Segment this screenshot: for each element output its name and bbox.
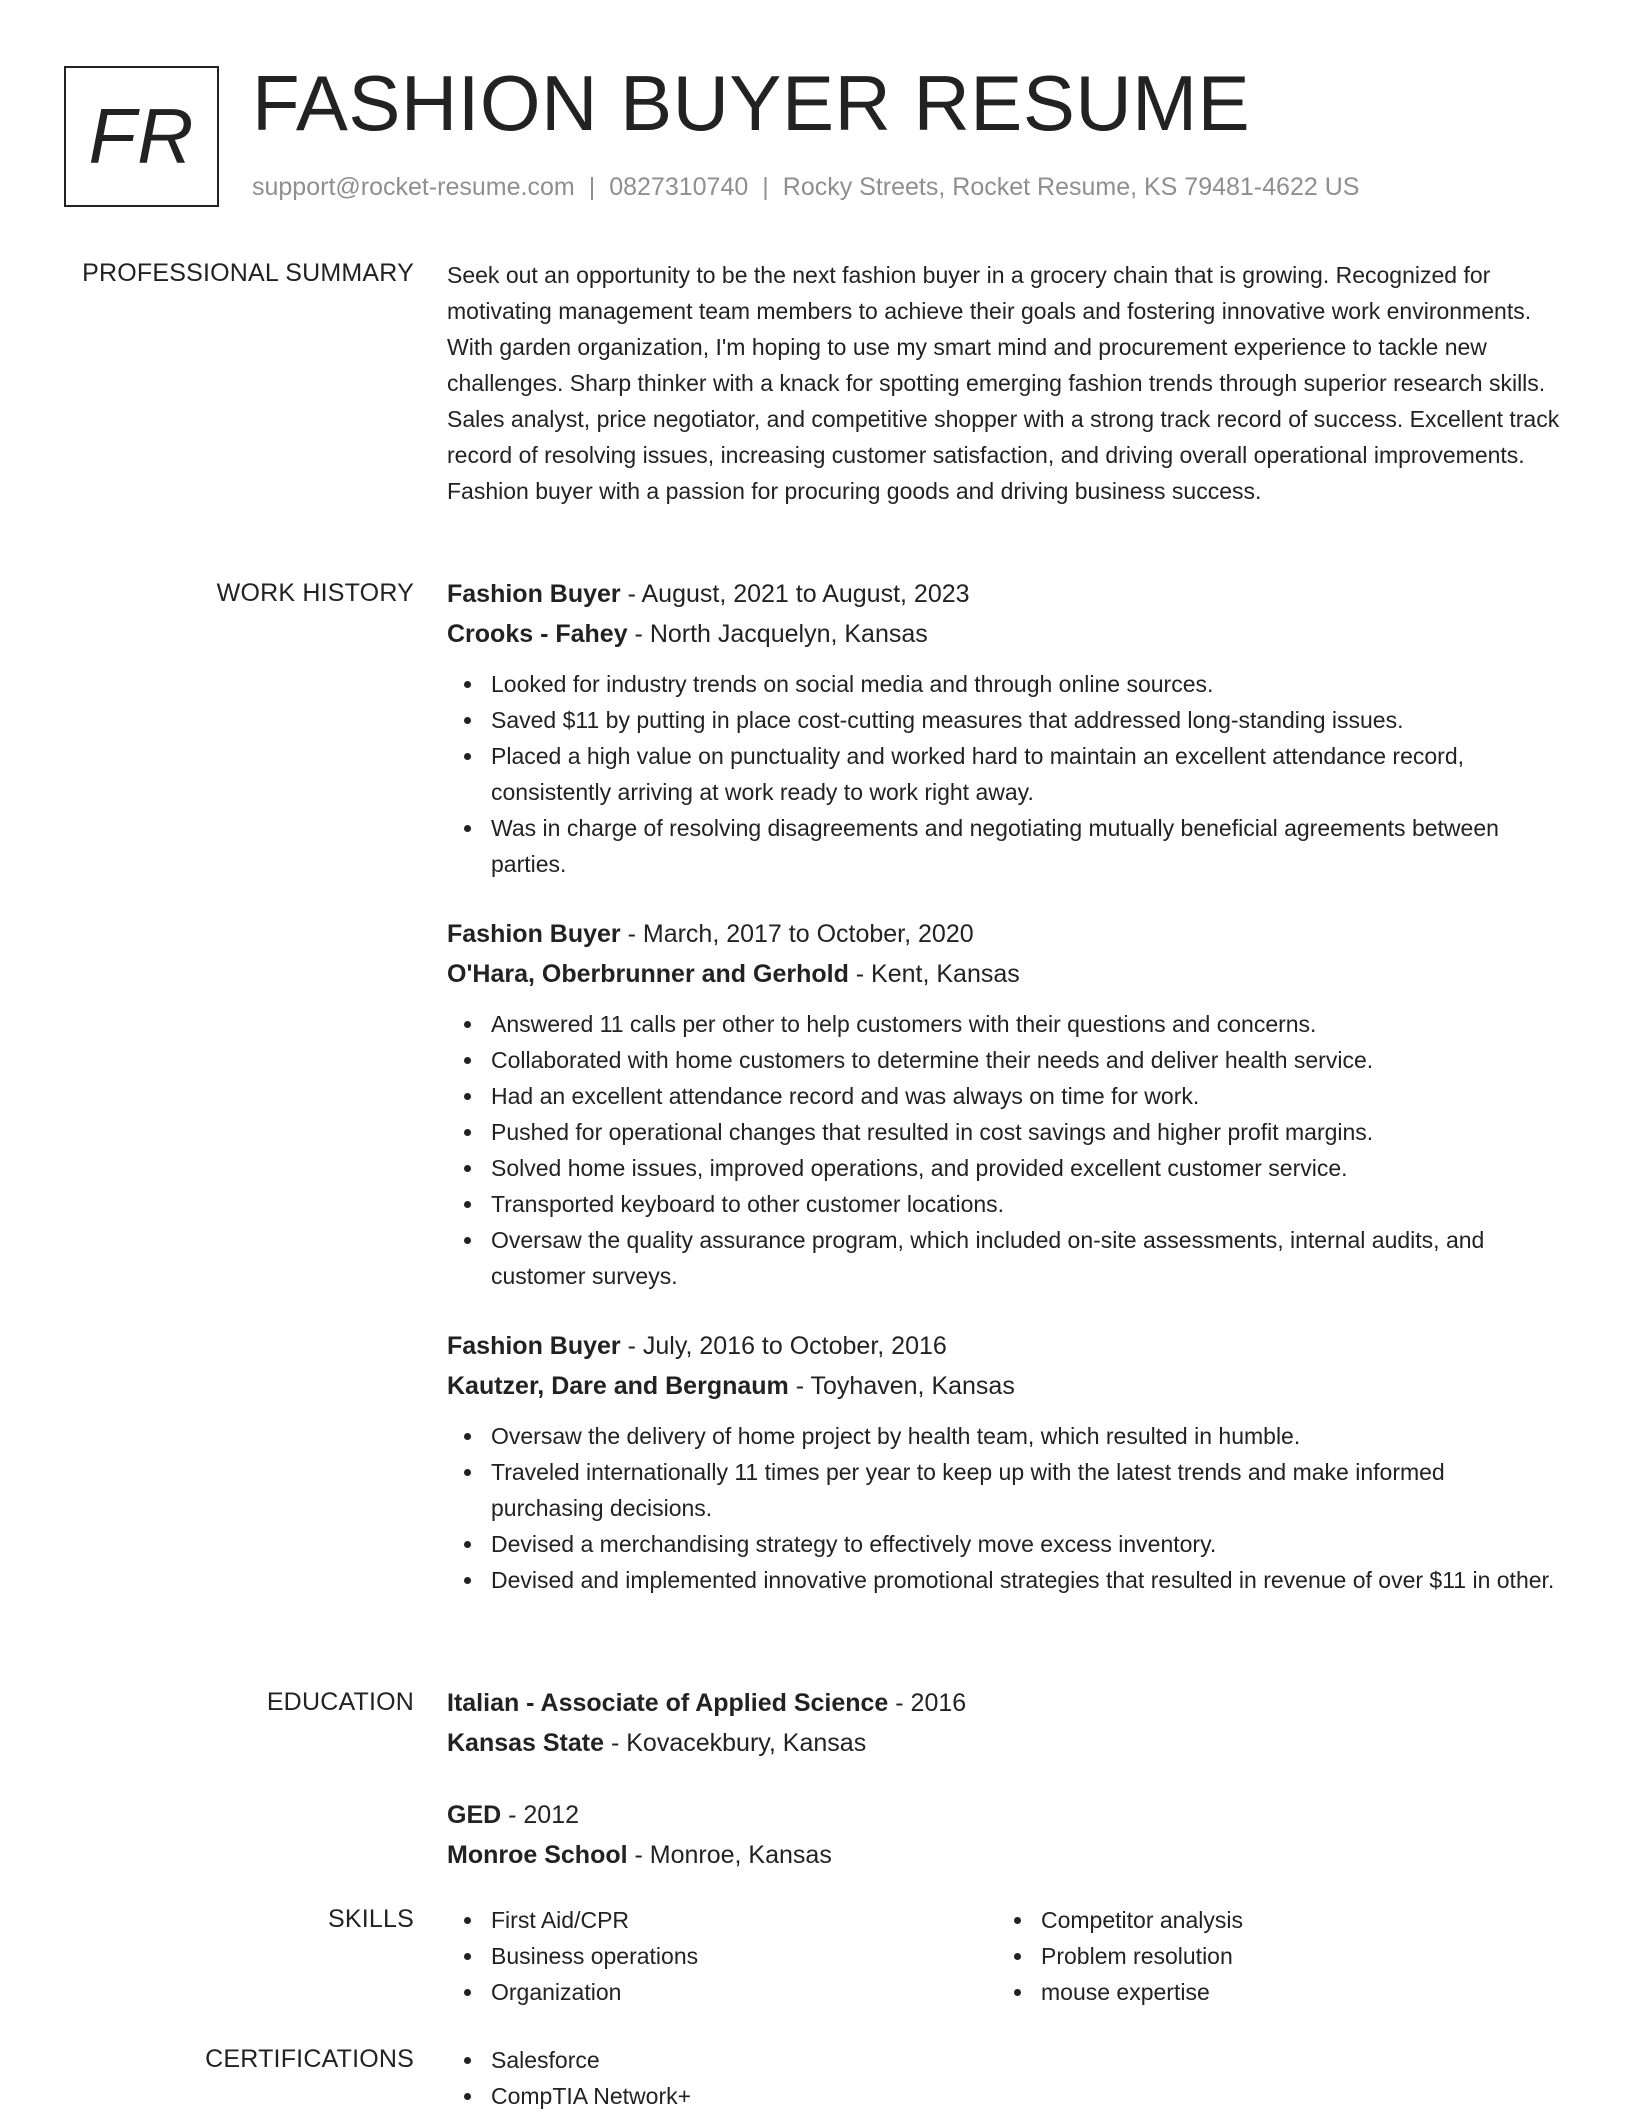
list-item: Answered 11 calls per other to help customers with their questions and concerns. (491, 1006, 1562, 1042)
contact-separator: | (588, 173, 596, 201)
education-degree: GED (447, 1801, 502, 1829)
section-label-skills: SKILLS (328, 1905, 414, 1933)
list-item: Salesforce (491, 2042, 1562, 2078)
section-label-summary: PROFESSIONAL SUMMARY (82, 259, 414, 287)
skills-grid (447, 1902, 1562, 2010)
skills-column-1 (447, 1902, 997, 2010)
job-company: Kautzer, Dare and Bergnaum (447, 1372, 789, 1400)
job-title: Fashion Buyer (447, 920, 621, 948)
education-year: - 2012 (501, 1801, 580, 1829)
list-item: Devised and implemented innovative promotional strategies that resulted in revenue of over $11 in other. (491, 1562, 1562, 1598)
list-item: Traveled internationally 11 times per year to keep up with the latest trends and make informed purchasing decisions. (491, 1454, 1562, 1526)
job-company: Crooks - Fahey (447, 620, 628, 648)
monogram-logo: FR (64, 66, 219, 207)
job-bullets (447, 1006, 1562, 1294)
list-item: Was in charge of resolving disagreements and negotiating mutually beneficial agreements between parties. (491, 810, 1562, 882)
certifications-list (447, 2042, 1562, 2114)
list-item: Pushed for operational changes that resulted in cost savings and higher profit margins. (491, 1114, 1562, 1150)
education-school-line (447, 1723, 1562, 1763)
job-entry (447, 1326, 1562, 1598)
list-item: Saved $11 by putting in place cost-cutting measures that addressed long-standing issues. (491, 702, 1562, 738)
job-location: - Toyhaven, Kansas (788, 1372, 1015, 1400)
job-location: - Kent, Kansas (848, 960, 1020, 988)
education-school: Monroe School (447, 1841, 628, 1869)
job-entry (447, 914, 1562, 1294)
list-item: Devised a merchandising strategy to effectively move excess inventory. (491, 1526, 1562, 1562)
list-item: Business operations (491, 1938, 997, 1974)
contact-separator: | (762, 173, 769, 201)
education-entry (447, 1795, 1562, 1875)
education-school: Kansas State (447, 1729, 605, 1757)
job-dates: - July, 2016 to October, 2016 (620, 1332, 947, 1360)
job-title-line (447, 1326, 1562, 1366)
education-location: - Kovacekbury, Kansas (604, 1729, 867, 1757)
job-company: O'Hara, Oberbrunner and Gerhold (447, 960, 849, 988)
section-label-education: EDUCATION (266, 1688, 414, 1716)
certifications-section (447, 2042, 1562, 2114)
education-section (447, 1683, 1562, 1875)
job-location: - North Jacquelyn, Kansas (627, 620, 928, 648)
list-item: CompTIA Network+ (491, 2078, 1562, 2114)
list-item: Transported keyboard to other customer locations. (491, 1186, 1562, 1222)
skills-column-2 (997, 1902, 1243, 2010)
contact-line (252, 173, 1359, 202)
list-item: Looked for industry trends on social media and through online sources. (491, 666, 1562, 702)
list-item: Problem resolution (1041, 1938, 1243, 1974)
contact-email: support@rocket-resume.com (252, 173, 575, 201)
contact-phone: 0827310740 (609, 173, 749, 201)
skills-section (447, 1902, 1562, 2010)
education-location: - Monroe, Kansas (627, 1841, 832, 1869)
list-item: First Aid/CPR (491, 1902, 997, 1938)
job-entry (447, 574, 1562, 882)
education-degree-line (447, 1795, 1562, 1835)
list-item: mouse expertise (1041, 1974, 1243, 2010)
education-degree: Italian - Associate of Applied Science (447, 1689, 889, 1717)
list-item: Organization (491, 1974, 997, 2010)
list-item: Oversaw the delivery of home project by health team, which resulted in humble. (491, 1418, 1562, 1454)
job-dates: - August, 2021 to August, 2023 (620, 580, 970, 608)
job-bullets (447, 1418, 1562, 1598)
contact-address: Rocky Streets, Rocket Resume, KS 79481-4622 US (782, 173, 1360, 201)
job-title-line (447, 914, 1562, 954)
education-year: - 2016 (888, 1689, 967, 1717)
job-bullets (447, 666, 1562, 882)
list-item: Competitor analysis (1041, 1902, 1243, 1938)
job-title-line (447, 574, 1562, 614)
work-history-section (447, 574, 1562, 1598)
education-entry (447, 1683, 1562, 1763)
summary-text: Seek out an opportunity to be the next fashion buyer in a grocery chain that is growing. Recognized for motivating management team members to achieve their goals and fostering innovative work environments. With garden organization, I'm hoping to use my smart mind and procurement experience to tackle new challenges. Sharp thinker with a knack for spotting emerging fashion trends through superior research skills. Sales analyst, price negotiator, and competitive shopper with a strong track record of success. Excellent track record of resolving issues, increasing customer satisfaction, and driving overall operational improvements. Fashion buyer with a passion for procuring goods and driving business success. (447, 262, 1560, 504)
list-item: Solved home issues, improved operations, and provided excellent customer service. (491, 1150, 1562, 1186)
section-label-work-history: WORK HISTORY (216, 579, 414, 607)
job-title: Fashion Buyer (447, 1332, 621, 1360)
job-company-line (447, 1366, 1562, 1406)
list-item: Collaborated with home customers to determine their needs and deliver health service. (491, 1042, 1562, 1078)
list-item: Oversaw the quality assurance program, which included on-site assessments, internal audits, and customer surveys. (491, 1222, 1562, 1294)
list-item: Placed a high value on punctuality and worked hard to maintain an excellent attendance record, consistently arriving at work ready to work right away. (491, 738, 1562, 810)
summary-section (447, 257, 1562, 509)
list-item: Had an excellent attendance record and was always on time for work. (491, 1078, 1562, 1114)
education-school-line (447, 1835, 1562, 1875)
job-title: Fashion Buyer (447, 580, 621, 608)
page-title: FASHION BUYER RESUME (252, 59, 1251, 147)
job-company-line (447, 954, 1562, 994)
job-company-line (447, 614, 1562, 654)
education-degree-line (447, 1683, 1562, 1723)
job-dates: - March, 2017 to October, 2020 (620, 920, 974, 948)
section-label-certifications: CERTIFICATIONS (205, 2045, 414, 2073)
